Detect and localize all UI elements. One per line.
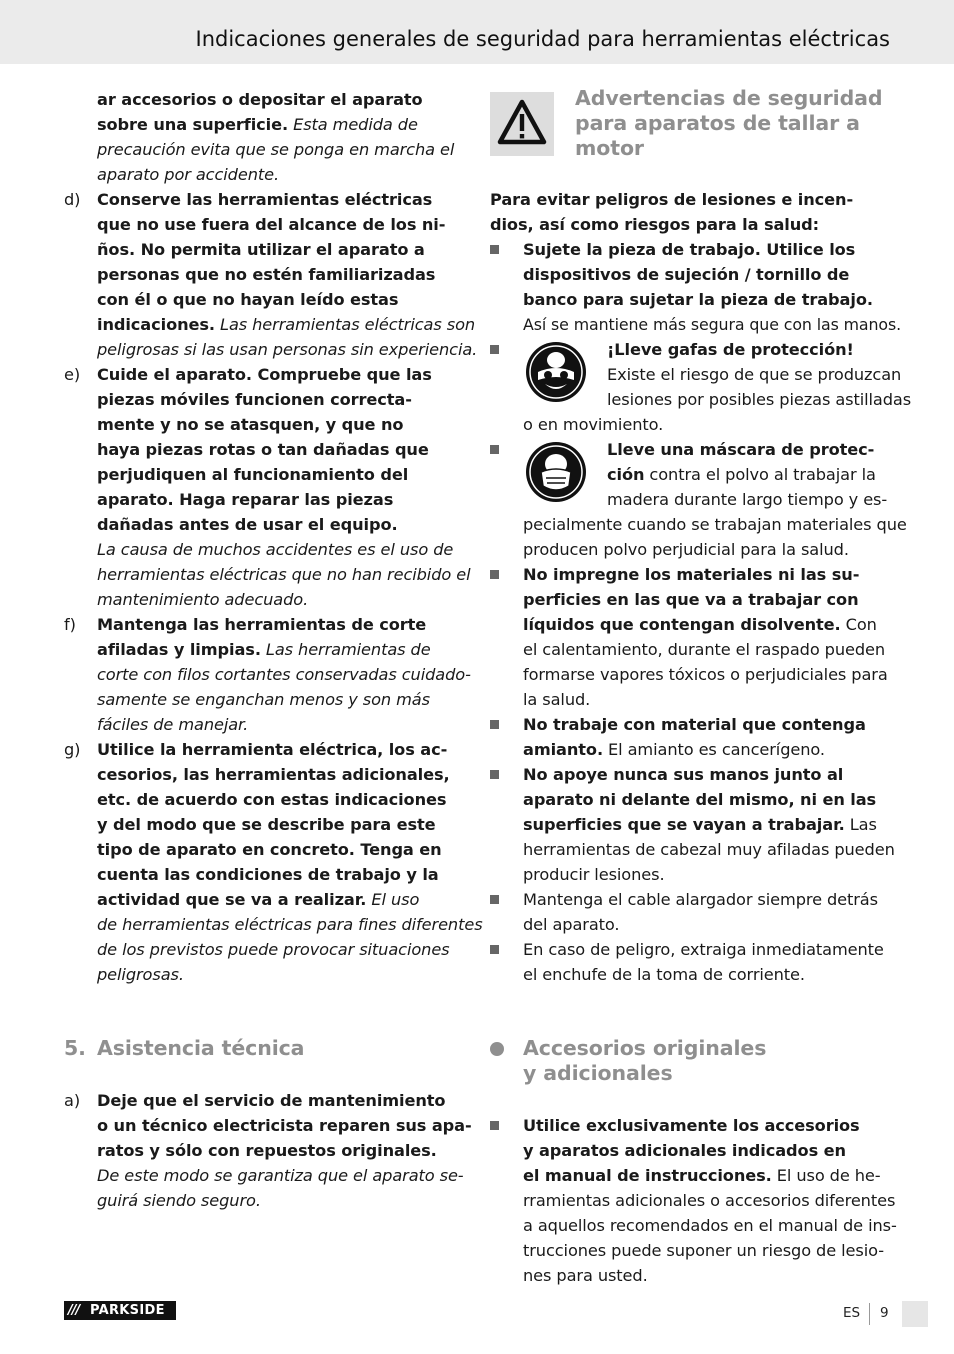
text-line: peligrosas si las usan personas sin experiencia. <box>97 340 478 359</box>
section-number: 5. <box>64 1036 86 1060</box>
list-item-e <box>64 362 471 612</box>
list-item-d <box>64 187 478 362</box>
text-line: Cuide el aparato. Compruebe que las <box>97 365 432 384</box>
text-line: superficies que se vayan a trabajar. <box>523 815 845 834</box>
page-tab-marker <box>902 1301 928 1327</box>
text-line: haya piezas rotas o tan dañadas que <box>97 440 429 459</box>
text-line: Las <box>844 815 877 834</box>
text-line: producir lesiones. <box>523 865 665 884</box>
bullet-item-mask <box>490 437 907 562</box>
text-line: Utilice la herramienta eléctrica, los ac- <box>97 740 448 759</box>
text-line: ños. No permita utilizar el aparato a <box>97 240 425 259</box>
text-line: herramientas eléctricas que no han recibido el <box>97 565 471 584</box>
text-line: Mantenga las herramientas de corte <box>97 615 427 634</box>
text-line: Con <box>840 615 877 634</box>
section-heading <box>64 1036 464 1061</box>
square-bullet <box>490 570 499 579</box>
text-line: No apoye nunca sus manos junto al <box>523 765 844 784</box>
text-line: y del modo que se describe para este <box>97 815 436 834</box>
text-line: el enchufe de la toma de corriente. <box>523 965 805 984</box>
text-line: rramientas adicionales o accesorios diferentes <box>523 1191 896 1210</box>
text-line: líquidos que contengan disolvente. <box>523 615 841 634</box>
text-line: El uso de he- <box>771 1166 881 1185</box>
text-line: guirá siendo seguro. <box>97 1191 261 1210</box>
text-line: con él o que no hayan leído estas <box>97 290 399 309</box>
list-marker: e) <box>64 365 81 384</box>
text-line: Así se mantiene más segura que con las manos. <box>523 315 902 334</box>
section-title: Asistencia técnica <box>97 1036 305 1060</box>
bullet-item <box>490 762 895 887</box>
text-line: o en movimiento. <box>523 415 664 434</box>
text-line: ar accesorios o depositar el aparato <box>97 90 423 109</box>
square-bullet <box>490 245 499 254</box>
list-item-a <box>64 1088 472 1213</box>
text-line: tipo de aparato en concreto. Tenga en <box>97 840 442 859</box>
footer-divider <box>869 1303 870 1325</box>
text-line: Las herramientas eléctricas son <box>214 315 476 334</box>
page-header <box>0 0 954 64</box>
list-marker: d) <box>64 190 81 209</box>
text-line: nes para usted. <box>523 1266 648 1285</box>
bullet-item-goggles <box>490 337 912 437</box>
text-line: herramientas de cabezal muy afiladas pueden <box>523 840 895 859</box>
text-line: Sujete la pieza de trabajo. Utilice los <box>523 240 856 259</box>
text-line: etc. de acuerdo con estas indicaciones <box>97 790 447 809</box>
warning-title-line: para aparatos de tallar a <box>575 111 860 135</box>
text-line: ratos y sólo con repuestos originales. <box>97 1141 437 1160</box>
page-title: Indicaciones generales de seguridad para herramientas eléctricas <box>195 27 890 51</box>
square-bullet <box>490 445 499 454</box>
square-bullet <box>490 1121 499 1130</box>
parkside-logo <box>64 1301 176 1320</box>
accessories-section <box>490 1036 892 1086</box>
warning-title-line: Advertencias de seguridad <box>575 86 883 110</box>
text-line: que no use fuera del alcance de los ni- <box>97 215 446 234</box>
text-line: aparato. Haga reparar las piezas <box>97 490 394 509</box>
text-line: ción <box>607 465 645 484</box>
page-number: 9 <box>880 1305 889 1321</box>
text-line: o un técnico electricista reparen sus apa- <box>97 1116 472 1135</box>
safety-goggles-icon <box>526 342 586 402</box>
text-line: el calentamiento, durante el raspado pueden <box>523 640 886 659</box>
text-line: actividad que se va a realizar. <box>97 890 367 909</box>
list-item-c-continued <box>64 87 464 187</box>
text-line: amianto. <box>523 740 603 759</box>
section-5 <box>64 1036 464 1061</box>
text-line: banco para sujetar la pieza de trabajo. <box>523 290 873 309</box>
text-line: indicaciones. <box>97 315 215 334</box>
list-item-f <box>64 612 471 737</box>
list-marker: g) <box>64 740 81 759</box>
square-bullet <box>490 345 499 354</box>
section-5-items <box>64 1088 472 1213</box>
square-bullet <box>490 720 499 729</box>
section-title: y adicionales <box>523 1061 673 1085</box>
text-line: peligrosas. <box>97 965 184 984</box>
text-line: a aquellos recomendados en el manual de ins- <box>523 1216 897 1235</box>
text-line: el manual de instrucciones. <box>523 1166 772 1185</box>
language-code: ES <box>843 1305 861 1321</box>
text-line: aparato ni delante del mismo, ni en las <box>523 790 877 809</box>
text-line: Utilice exclusivamente los accesorios <box>523 1116 860 1135</box>
text-line: personas que no estén familiarizadas <box>97 265 436 284</box>
text-line: trucciones puede suponer un riesgo de lesio- <box>523 1241 884 1260</box>
intro-line: Para evitar peligros de lesiones e incen- <box>490 190 854 209</box>
section-title: Accesorios originales <box>523 1036 767 1060</box>
text-line: de herramientas eléctricas para fines diferentes <box>97 915 483 934</box>
text-line: cesorios, las herramientas adicionales, <box>97 765 450 784</box>
text-line: mantenimiento adecuado. <box>97 590 309 609</box>
text-line: En caso de peligro, extraiga inmediatamente <box>523 940 884 959</box>
text-line: ¡Lleve gafas de protección! <box>607 340 854 359</box>
list-item-g <box>64 737 483 987</box>
bullet-item <box>490 937 892 987</box>
bullet-item <box>490 712 892 762</box>
bullet-item <box>490 887 892 937</box>
text-line: perficies en las que va a trabajar con <box>523 590 859 609</box>
text-line: dispositivos de sujeción / tornillo de <box>523 265 850 284</box>
text-line: formarse vapores tóxicos o perjudiciales para <box>523 665 888 684</box>
list-marker: f) <box>64 615 76 634</box>
square-bullet <box>490 895 499 904</box>
intro-line: dios, así como riesgos para la salud: <box>490 215 820 234</box>
text-line: pecialmente cuando se trabajan materiales que <box>523 515 907 534</box>
text-line: dañadas antes de usar el equipo. <box>97 515 398 534</box>
text-line: Lleve una máscara de protec- <box>607 440 875 459</box>
text-line: fáciles de manejar. <box>97 715 249 734</box>
dust-mask-icon <box>526 442 586 502</box>
text-line: y aparatos adicionales indicados en <box>523 1141 846 1160</box>
text-line: piezas móviles funcionen correcta- <box>97 390 412 409</box>
text-line: contra el polvo al trabajar la <box>644 465 876 484</box>
text-line: afiladas y limpias. <box>97 640 261 659</box>
warning-section-header <box>490 87 892 167</box>
text-line: Conserve las herramientas eléctricas <box>97 190 433 209</box>
text-line: precaución evita que se ponga en marcha el <box>97 140 455 159</box>
text-line: corte con filos cortantes conservadas cuidado- <box>97 665 471 684</box>
text-line: del aparato. <box>523 915 620 934</box>
text-line: No trabaje con material que contenga <box>523 715 866 734</box>
bullet-item <box>490 562 892 712</box>
square-bullet <box>490 945 499 954</box>
warning-title-line: motor <box>575 136 644 160</box>
left-column <box>64 87 483 987</box>
text-line: lesiones por posibles piezas astilladas <box>607 390 912 409</box>
text-line: Las herramientas de <box>260 640 431 659</box>
text-line: Esta medida de <box>288 115 418 134</box>
text-line: La causa de muchos accidentes es el uso de <box>97 540 454 559</box>
text-line: Deje que el servicio de mantenimiento <box>97 1091 446 1110</box>
round-bullet <box>490 1042 504 1056</box>
text-line: Existe el riesgo de que se produzcan <box>607 365 902 384</box>
text-line: sobre una superficie. <box>97 115 289 134</box>
text-line: cuenta las condiciones de trabajo y la <box>97 865 439 884</box>
text-line: madera durante largo tiempo y es- <box>607 490 888 509</box>
warning-triangle-icon <box>490 92 554 156</box>
text-line: perjudiquen al funcionamiento del <box>97 465 409 484</box>
right-column-body <box>490 187 912 987</box>
bullet-item <box>490 1113 897 1288</box>
text-line: No impregne los materiales ni las su- <box>523 565 860 584</box>
text-line: aparato por accidente. <box>97 165 280 184</box>
text-line: mente y no se atasquen, y que no <box>97 415 404 434</box>
text-line: samente se enganchan menos y son más <box>97 690 430 709</box>
text-line: la salud. <box>523 690 591 709</box>
logo-slashes: /// <box>68 1303 80 1318</box>
text-line: El amianto es cancerígeno. <box>603 740 825 759</box>
logo-brand: PARKSIDE <box>90 1303 165 1318</box>
bullet-item <box>490 237 902 337</box>
text-line: El uso <box>366 890 420 909</box>
text-line: de los previstos puede provocar situaciones <box>97 940 450 959</box>
accessories-items <box>490 1113 897 1288</box>
list-marker: a) <box>64 1091 81 1110</box>
square-bullet <box>490 770 499 779</box>
text-line: Mantenga el cable alargador siempre detrás <box>523 890 878 909</box>
section-heading <box>490 1036 892 1086</box>
text-line: producen polvo perjudicial para la salud. <box>523 540 849 559</box>
text-line: De este modo se garantiza que el aparato se- <box>97 1166 464 1185</box>
